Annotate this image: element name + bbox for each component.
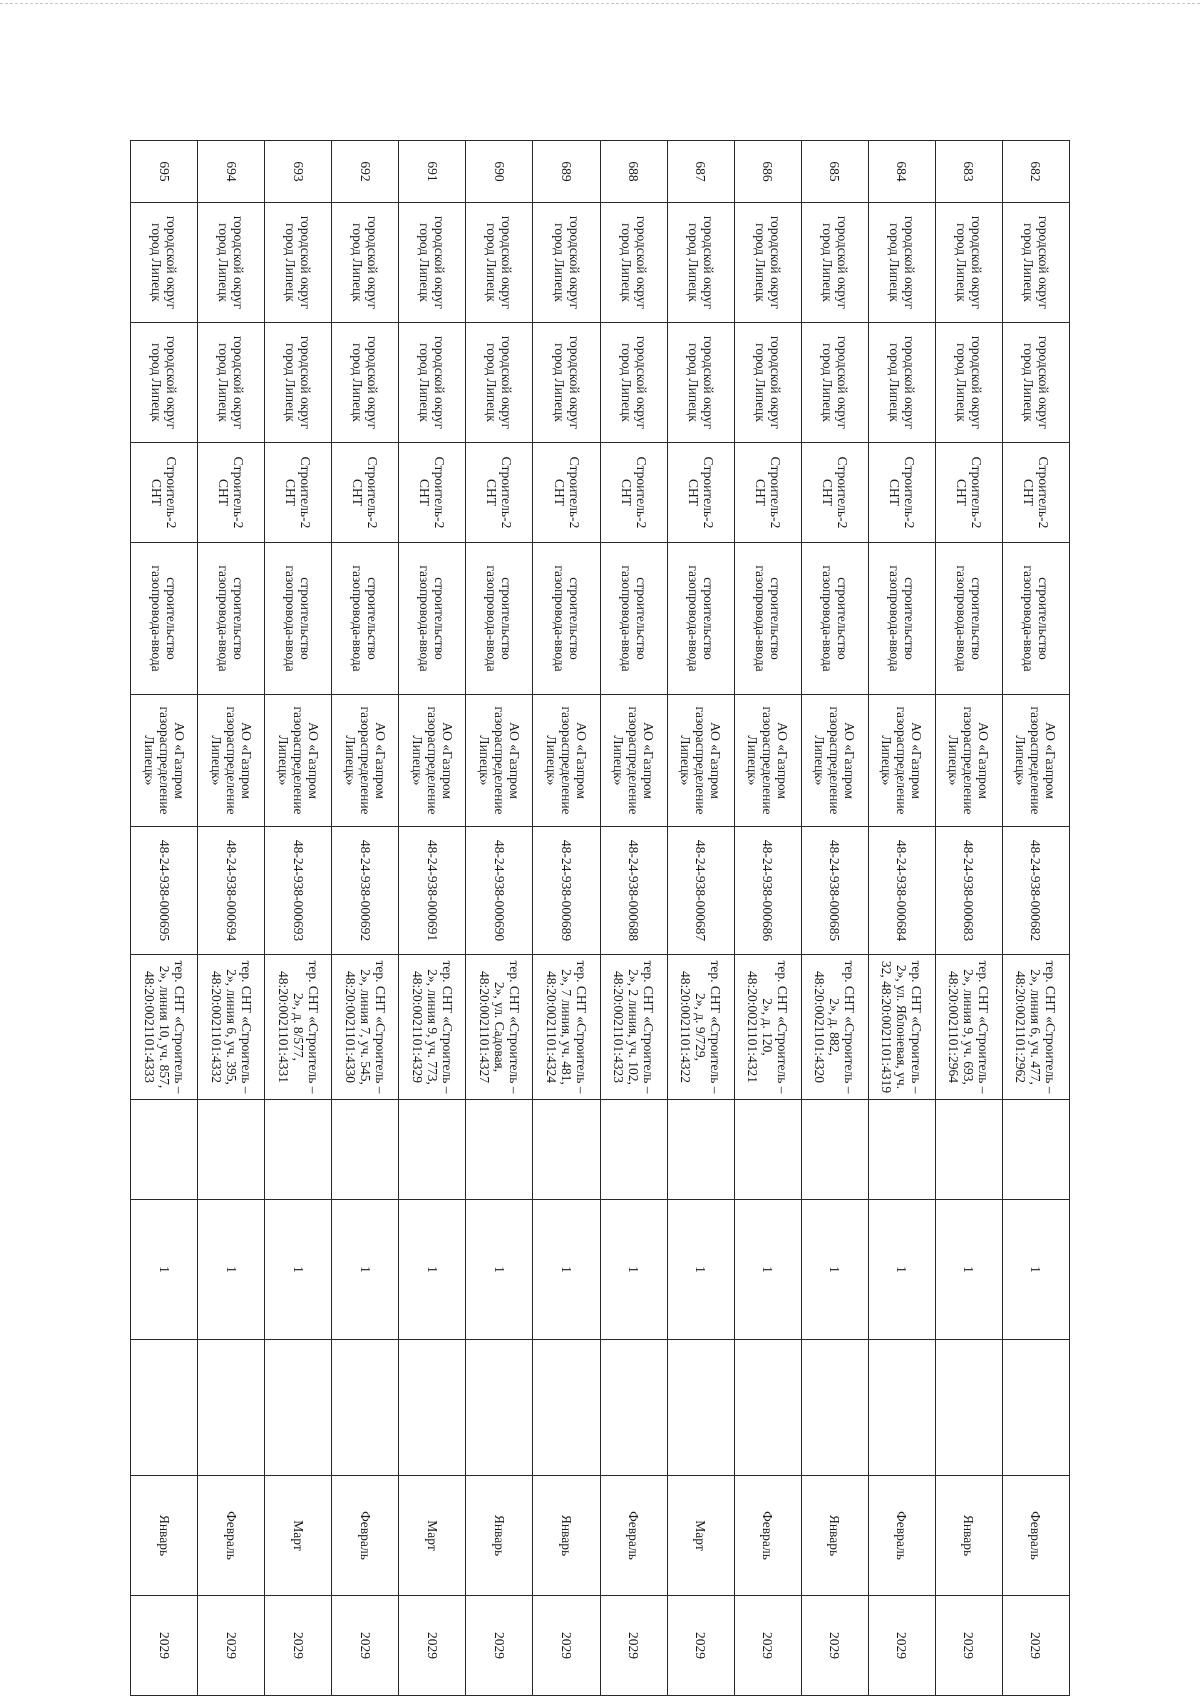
count-a-cell xyxy=(734,1100,801,1200)
year-cell: 2029 xyxy=(600,1596,667,1696)
work-type-cell: строительство газопровода-ввода xyxy=(667,543,734,695)
address-cell: тер. СНТ «Строитель – 2», д. 120, 48:20:0021101:4321 xyxy=(734,955,801,1100)
table-row xyxy=(667,141,734,1696)
month-cell: Февраль xyxy=(1002,1476,1069,1596)
object-name-cell: Строитель-2 СНТ xyxy=(734,443,801,543)
count-b-cell: 1 xyxy=(734,1200,801,1340)
organization-cell: АО «Газпром газораспределение Липецк» xyxy=(935,695,1002,827)
count-a-cell xyxy=(131,1100,198,1200)
extra-cell xyxy=(734,1340,801,1476)
registry-number-cell: 48-24-938-000695 xyxy=(131,827,198,955)
object-name-cell: Строитель-2 СНТ xyxy=(198,443,265,543)
month-cell: Март xyxy=(265,1476,332,1596)
registry-number-cell: 48-24-938-000692 xyxy=(332,827,399,955)
month-cell: Февраль xyxy=(600,1476,667,1596)
year-cell: 2029 xyxy=(801,1596,868,1696)
settlement-cell: городской округ город Липецк xyxy=(399,323,466,443)
address-cell: тер. СНТ «Строитель – 2», линия 10, уч. 857, 48:20:0021101:4333 xyxy=(131,955,198,1100)
month-cell: Февраль xyxy=(734,1476,801,1596)
organization-cell: АО «Газпром газораспределение Липецк» xyxy=(600,695,667,827)
extra-cell xyxy=(600,1340,667,1476)
table-row xyxy=(734,141,801,1696)
count-a-cell xyxy=(600,1100,667,1200)
count-a-cell xyxy=(198,1100,265,1200)
month-cell: Январь xyxy=(533,1476,600,1596)
registry-number-cell: 48-24-938-000689 xyxy=(533,827,600,955)
address-cell: тер. СНТ «Строитель – 2», 7 линия, уч. 481, 48:20:0021101:4324 xyxy=(533,955,600,1100)
count-b-cell: 1 xyxy=(600,1200,667,1340)
month-cell: Февраль xyxy=(332,1476,399,1596)
settlement-cell: городской округ город Липецк xyxy=(131,323,198,443)
count-a-cell xyxy=(533,1100,600,1200)
registry-number-cell: 48-24-938-000687 xyxy=(667,827,734,955)
object-name-cell: Строитель-2 СНТ xyxy=(1002,443,1069,543)
address-cell: тер. СНТ «Строитель – 2», линия 9, уч. 693, 48:20:0021101:2964 xyxy=(935,955,1002,1100)
registry-number-cell: 48-24-938-000690 xyxy=(466,827,533,955)
municipal-district-cell: городской округ город Липецк xyxy=(801,203,868,323)
work-type-cell: строительство газопровода-ввода xyxy=(734,543,801,695)
work-type-cell: строительство газопровода-ввода xyxy=(265,543,332,695)
settlement-cell: городской округ город Липецк xyxy=(600,323,667,443)
year-cell: 2029 xyxy=(667,1596,734,1696)
extra-cell xyxy=(868,1340,935,1476)
address-cell: тер. СНТ «Строитель – 2», линия 6, уч. 477, 48:20:0021101:2962 xyxy=(1002,955,1069,1100)
settlement-cell: городской округ город Липецк xyxy=(801,323,868,443)
organization-cell: АО «Газпром газораспределение Липецк» xyxy=(399,695,466,827)
row-number: 687 xyxy=(667,141,734,203)
registry-number-cell: 48-24-938-000683 xyxy=(935,827,1002,955)
year-cell: 2029 xyxy=(131,1596,198,1696)
row-number: 691 xyxy=(399,141,466,203)
extra-cell xyxy=(198,1340,265,1476)
row-number: 686 xyxy=(734,141,801,203)
extra-cell xyxy=(801,1340,868,1476)
month-cell: Март xyxy=(667,1476,734,1596)
organization-cell: АО «Газпром газораспределение Липецк» xyxy=(868,695,935,827)
work-type-cell: строительство газопровода-ввода xyxy=(131,543,198,695)
extra-cell xyxy=(466,1340,533,1476)
settlement-cell: городской округ город Липецк xyxy=(734,323,801,443)
count-b-cell: 1 xyxy=(868,1200,935,1340)
year-cell: 2029 xyxy=(1002,1596,1069,1696)
work-type-cell: строительство газопровода-ввода xyxy=(466,543,533,695)
municipal-district-cell: городской округ город Липецк xyxy=(1002,203,1069,323)
rotated-document-table xyxy=(130,140,1070,1695)
row-number: 688 xyxy=(600,141,667,203)
registry-number-cell: 48-24-938-000691 xyxy=(399,827,466,955)
row-number: 683 xyxy=(935,141,1002,203)
table-row xyxy=(466,141,533,1696)
table-row xyxy=(935,141,1002,1696)
count-b-cell: 1 xyxy=(332,1200,399,1340)
extra-cell xyxy=(1002,1340,1069,1476)
work-type-cell: строительство газопровода-ввода xyxy=(1002,543,1069,695)
month-cell: Январь xyxy=(131,1476,198,1596)
extra-cell xyxy=(533,1340,600,1476)
registry-number-cell: 48-24-938-000694 xyxy=(198,827,265,955)
row-number: 690 xyxy=(466,141,533,203)
registry-number-cell: 48-24-938-000693 xyxy=(265,827,332,955)
table-row xyxy=(801,141,868,1696)
work-type-cell: строительство газопровода-ввода xyxy=(935,543,1002,695)
organization-cell: АО «Газпром газораспределение Липецк» xyxy=(801,695,868,827)
object-name-cell: Строитель-2 СНТ xyxy=(868,443,935,543)
registry-number-cell: 48-24-938-000686 xyxy=(734,827,801,955)
table-row xyxy=(868,141,935,1696)
month-cell: Январь xyxy=(466,1476,533,1596)
count-a-cell xyxy=(1002,1100,1069,1200)
organization-cell: АО «Газпром газораспределение Липецк» xyxy=(734,695,801,827)
count-a-cell xyxy=(399,1100,466,1200)
count-b-cell: 1 xyxy=(198,1200,265,1340)
object-name-cell: Строитель-2 СНТ xyxy=(935,443,1002,543)
object-name-cell: Строитель-2 СНТ xyxy=(265,443,332,543)
municipal-district-cell: городской округ город Липецк xyxy=(600,203,667,323)
row-number: 685 xyxy=(801,141,868,203)
settlement-cell: городской округ город Липецк xyxy=(1002,323,1069,443)
row-number: 693 xyxy=(265,141,332,203)
row-number: 682 xyxy=(1002,141,1069,203)
scan-edge-line xyxy=(0,3,1200,4)
municipal-district-cell: городской округ город Липецк xyxy=(734,203,801,323)
count-b-cell: 1 xyxy=(533,1200,600,1340)
count-a-cell xyxy=(801,1100,868,1200)
count-a-cell xyxy=(868,1100,935,1200)
table-row xyxy=(399,141,466,1696)
address-cell: тер. СНТ «Строитель – 2», линия 9, уч. 773, 48:20:0021101:4329 xyxy=(399,955,466,1100)
extra-cell xyxy=(667,1340,734,1476)
table-row xyxy=(332,141,399,1696)
count-b-cell: 1 xyxy=(801,1200,868,1340)
month-cell: Март xyxy=(399,1476,466,1596)
object-name-cell: Строитель-2 СНТ xyxy=(131,443,198,543)
municipal-district-cell: городской округ город Липецк xyxy=(131,203,198,323)
count-b-cell: 1 xyxy=(399,1200,466,1340)
year-cell: 2029 xyxy=(466,1596,533,1696)
organization-cell: АО «Газпром газораспределение Липецк» xyxy=(466,695,533,827)
row-number: 692 xyxy=(332,141,399,203)
organization-cell: АО «Газпром газораспределение Липецк» xyxy=(131,695,198,827)
count-b-cell: 1 xyxy=(667,1200,734,1340)
count-b-cell: 1 xyxy=(935,1200,1002,1340)
work-type-cell: строительство газопровода-ввода xyxy=(198,543,265,695)
settlement-cell: городской округ город Липецк xyxy=(868,323,935,443)
object-name-cell: Строитель-2 СНТ xyxy=(600,443,667,543)
row-number: 684 xyxy=(868,141,935,203)
year-cell: 2029 xyxy=(332,1596,399,1696)
gas-pipeline-schedule-table xyxy=(130,140,1070,1696)
year-cell: 2029 xyxy=(734,1596,801,1696)
year-cell: 2029 xyxy=(265,1596,332,1696)
organization-cell: АО «Газпром газораспределение Липецк» xyxy=(265,695,332,827)
address-cell: тер. СНТ «Строитель – 2», линия 6, уч. 395, 48:20:0021101:4332 xyxy=(198,955,265,1100)
year-cell: 2029 xyxy=(399,1596,466,1696)
month-cell: Февраль xyxy=(198,1476,265,1596)
settlement-cell: городской округ город Липецк xyxy=(198,323,265,443)
row-number: 689 xyxy=(533,141,600,203)
object-name-cell: Строитель-2 СНТ xyxy=(399,443,466,543)
registry-number-cell: 48-24-938-000684 xyxy=(868,827,935,955)
address-cell: тер. СНТ «Строитель – 2», линия 7, уч. 545, 48:20:0021101:4330 xyxy=(332,955,399,1100)
municipal-district-cell: городской округ город Липецк xyxy=(332,203,399,323)
count-a-cell xyxy=(265,1100,332,1200)
municipal-district-cell: городской округ город Липецк xyxy=(399,203,466,323)
organization-cell: АО «Газпром газораспределение Липецк» xyxy=(667,695,734,827)
table-row xyxy=(600,141,667,1696)
municipal-district-cell: городской округ город Липецк xyxy=(667,203,734,323)
count-b-cell: 1 xyxy=(131,1200,198,1340)
organization-cell: АО «Газпром газораспределение Липецк» xyxy=(198,695,265,827)
address-cell: тер. СНТ «Строитель – 2», ул. Яблоневая, уч. 32, 48:20:0021101:4319 xyxy=(868,955,935,1100)
row-number: 695 xyxy=(131,141,198,203)
settlement-cell: городской округ город Липецк xyxy=(667,323,734,443)
row-number: 694 xyxy=(198,141,265,203)
municipal-district-cell: городской округ город Липецк xyxy=(466,203,533,323)
work-type-cell: строительство газопровода-ввода xyxy=(600,543,667,695)
registry-number-cell: 48-24-938-000682 xyxy=(1002,827,1069,955)
work-type-cell: строительство газопровода-ввода xyxy=(801,543,868,695)
registry-number-cell: 48-24-938-000688 xyxy=(600,827,667,955)
address-cell: тер. СНТ «Строитель – 2», д. 8/577, 48:20:0021101:4331 xyxy=(265,955,332,1100)
settlement-cell: городской округ город Липецк xyxy=(466,323,533,443)
object-name-cell: Строитель-2 СНТ xyxy=(466,443,533,543)
extra-cell xyxy=(131,1340,198,1476)
year-cell: 2029 xyxy=(533,1596,600,1696)
count-b-cell: 1 xyxy=(466,1200,533,1340)
count-a-cell xyxy=(667,1100,734,1200)
year-cell: 2029 xyxy=(935,1596,1002,1696)
extra-cell xyxy=(332,1340,399,1476)
month-cell: Январь xyxy=(935,1476,1002,1596)
month-cell: Февраль xyxy=(868,1476,935,1596)
work-type-cell: строительство газопровода-ввода xyxy=(332,543,399,695)
table-row xyxy=(533,141,600,1696)
table-row xyxy=(1002,141,1069,1696)
count-a-cell xyxy=(332,1100,399,1200)
address-cell: тер. СНТ «Строитель – 2», ул. Садовая, 48:20:0021101:4327 xyxy=(466,955,533,1100)
table-row xyxy=(198,141,265,1696)
object-name-cell: Строитель-2 СНТ xyxy=(332,443,399,543)
municipal-district-cell: городской округ город Липецк xyxy=(198,203,265,323)
organization-cell: АО «Газпром газораспределение Липецк» xyxy=(332,695,399,827)
municipal-district-cell: городской округ город Липецк xyxy=(935,203,1002,323)
table-row xyxy=(265,141,332,1696)
extra-cell xyxy=(935,1340,1002,1476)
work-type-cell: строительство газопровода-ввода xyxy=(868,543,935,695)
settlement-cell: городской округ город Липецк xyxy=(332,323,399,443)
count-a-cell xyxy=(466,1100,533,1200)
count-a-cell xyxy=(935,1100,1002,1200)
extra-cell xyxy=(399,1340,466,1476)
organization-cell: АО «Газпром газораспределение Липецк» xyxy=(533,695,600,827)
address-cell: тер. СНТ «Строитель – 2», д. 882, 48:20:0021101:4320 xyxy=(801,955,868,1100)
year-cell: 2029 xyxy=(198,1596,265,1696)
work-type-cell: строительство газопровода-ввода xyxy=(399,543,466,695)
organization-cell: АО «Газпром газораспределение Липецк» xyxy=(1002,695,1069,827)
registry-number-cell: 48-24-938-000685 xyxy=(801,827,868,955)
settlement-cell: городской округ город Липецк xyxy=(533,323,600,443)
object-name-cell: Строитель-2 СНТ xyxy=(801,443,868,543)
work-type-cell: строительство газопровода-ввода xyxy=(533,543,600,695)
municipal-district-cell: городской округ город Липецк xyxy=(533,203,600,323)
table-row xyxy=(131,141,198,1696)
table-body xyxy=(131,141,1070,1696)
settlement-cell: городской округ город Липецк xyxy=(265,323,332,443)
extra-cell xyxy=(265,1340,332,1476)
year-cell: 2029 xyxy=(868,1596,935,1696)
count-b-cell: 1 xyxy=(1002,1200,1069,1340)
count-b-cell: 1 xyxy=(265,1200,332,1340)
object-name-cell: Строитель-2 СНТ xyxy=(667,443,734,543)
object-name-cell: Строитель-2 СНТ xyxy=(533,443,600,543)
address-cell: тер. СНТ «Строитель – 2», 2 линия, уч. 102, 48:20:0021101:4323 xyxy=(600,955,667,1100)
month-cell: Январь xyxy=(801,1476,868,1596)
address-cell: тер. СНТ «Строитель – 2», д. 9/729, 48:20:0021101:4322 xyxy=(667,955,734,1100)
municipal-district-cell: городской округ город Липецк xyxy=(265,203,332,323)
settlement-cell: городской округ город Липецк xyxy=(935,323,1002,443)
municipal-district-cell: городской округ город Липецк xyxy=(868,203,935,323)
